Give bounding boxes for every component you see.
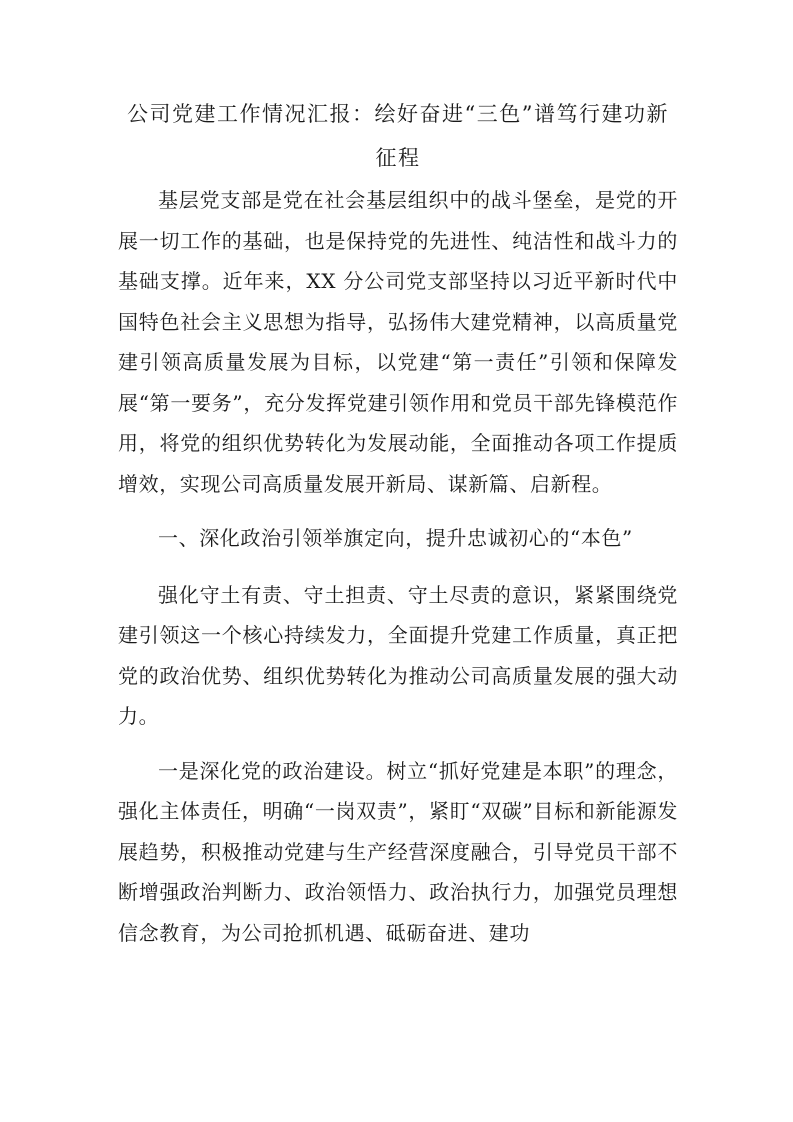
intro-paragraph: 基层党支部是党在社会基层组织中的战斗堡垒，是党的开展一切工作的基础，也是保持党的先进性、纯洁性和战斗力的基础支撑。近年来，XX 分公司党支部坚持以习近平新时代中国特色社会主义思想为指导，弘扬伟大建党精神，以高质量党建引领高质量发展为目标，以党建“第一责任”引领和保障发展“第一要务”，充分发挥党建引领作用和党员干部先锋模范作用，将党的组织优势转化为发展动能，全面推动各项工作提质增效，实现公司高质量发展开新局、谋新篇、启新程。	[118, 188, 678, 496]
document-body	[118, 180, 678, 967]
section-intro-paragraph: 强化守土有责、守土担责、守土尽责的意识，紧紧围绕党建引领这一个核心持续发力，全面提升党建工作质量，真正把党的政治优势、组织优势转化为推动公司高质量发展的强大动力。	[118, 582, 678, 728]
document-title: 公司党建工作情况汇报：绘好奋进“三色”谱笃行建功新征程	[127, 102, 669, 170]
point-one-paragraph: 一是深化党的政治建设。树立“抓好党建是本职”的理念，强化主体责任，明确“一岗双责”，紧盯“双碳”目标和新能源发展趋势，积极推动党建与生产经营深度融合，引导党员干部不断增强政治判断力、政治领悟力、政治执行力，加强党员理想信念教育，为公司抢抓机遇、砥砺奋进、建功	[118, 758, 678, 945]
section-heading: 一、深化政治引领举旗定向，提升忠诚初心的“本色”	[158, 526, 633, 550]
